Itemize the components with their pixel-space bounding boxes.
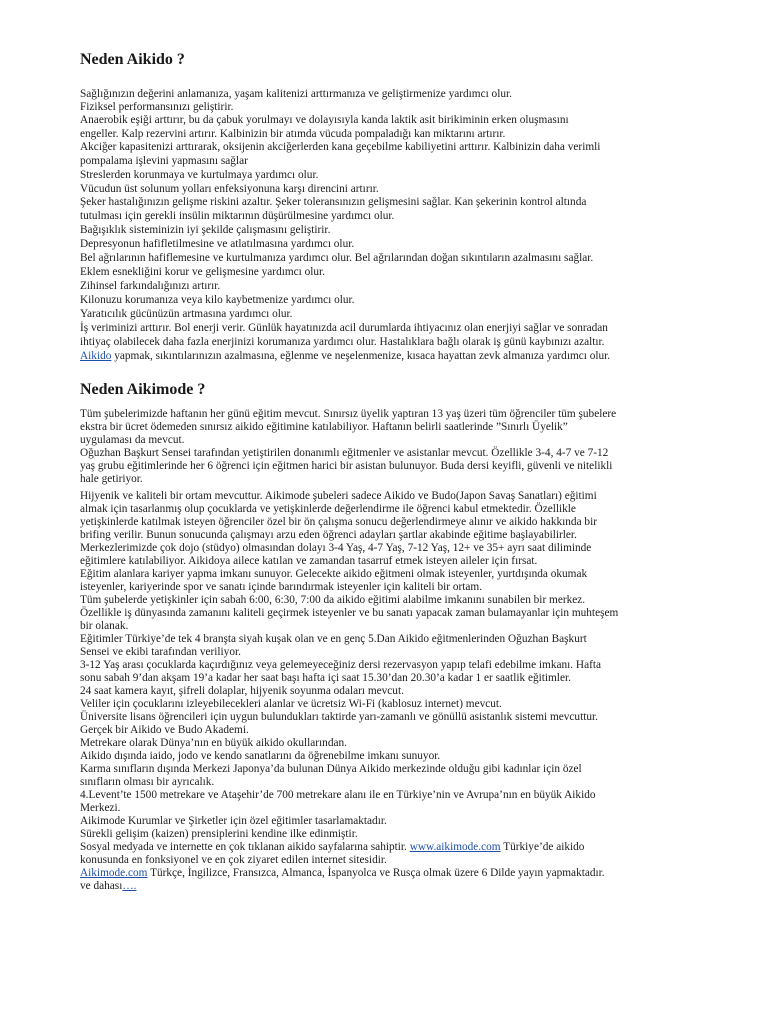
text-line: 24 saat kamera kayıt, şifreli dolaplar, hijyenik soyunma odaları mevcut. bbox=[80, 685, 404, 697]
text-span: yapmak, sıkıntılarınızın azalmasına, eğlenme ve neşelenmenize, kısaca hayattan zevk almanıza yardımcı olur. bbox=[111, 350, 611, 362]
text-line: yetişkinlerde katılmak isteyen öğrenciler özel bir ön çalışma sonucu değerlendirmeye alınır ve aikido hakkında bir bbox=[80, 516, 597, 528]
text-line: Depresyonun hafifletilmesine ve atlatılmasına yardımcı olur. bbox=[80, 238, 355, 250]
text-line: Akciğer kapasitenizi arttırarak, oksijenin akciğerlerden kana geçebilme kabiliyetini arttırır. Kalbinizin daha verimli bbox=[80, 141, 601, 153]
text-line: Metrekare olarak Dünya’nın en büyük aikido okullarından. bbox=[80, 737, 347, 749]
text-span: Türkiye’de aikido bbox=[500, 841, 585, 853]
text-line: Tüm şubelerde yetişkinler için sabah 6:00, 6:30, 7:00 da aikido eğitimi alabilme imkanını sunabilen bir merkez. bbox=[80, 594, 586, 606]
text-line: tutulması için gerekli insülin miktarının düşürülmesine yardımcı olur. bbox=[80, 210, 395, 222]
text-line: Bağışıklık sisteminizin iyi şekilde çalışmasını geliştirir. bbox=[80, 224, 331, 236]
text-line: Hijyenik ve kaliteli bir ortam mevcuttur. Aikimode şubeleri sadece Aikido ve Budo(Japon Savaş Sanatları) eğitimi bbox=[80, 490, 597, 502]
text-line: Aikido dışında iaido, jodo ve kendo sanatlarını da öğrenebilme imkanı sunuyor. bbox=[80, 750, 441, 762]
text-line: Anaerobik eşiği arttırır, bu da çabuk yorulmayı ve dolayısıyla kanda laktik asit birikiminin erken oluşmasını bbox=[80, 114, 569, 126]
text-span: Sosyal medyada ve internette en çok tıklanan aikido sayfalarına sahiptir. bbox=[80, 841, 410, 853]
text-line bbox=[80, 841, 584, 853]
text-line: ihtiyaç olabilecek daha fazla enerjinizi korumanıza yardımcı olur. Hastalıklara bağlı olarak iş günü kaybınızı azaltır. bbox=[80, 336, 605, 348]
text-line: Sürekli gelişim (kaizen) prensiplerini kendine ilke edinmiştir. bbox=[80, 828, 358, 840]
text-line: Vücudun üst solunum yolları enfeksiyonuna karşı direncini artırır. bbox=[80, 183, 379, 195]
text-line: Sensei ve ekibi tarafından veriliyor. bbox=[80, 646, 241, 658]
text-line: Özellikle iş dünyasında zamanını kaliteli geçirmek isteyenler ve bu sanatı yapacak zaman bulamayanlar için muhteşem bbox=[80, 607, 619, 619]
text-line: isteyenler, kariyerinde spor ve sanatı içinde barındırmak isteyenler için kaliteli bir ortam. bbox=[80, 581, 483, 593]
text-line: Streslerden korunmaya ve kurtulmaya yardımcı olur. bbox=[80, 169, 319, 181]
text-line: hale getiriyor. bbox=[80, 473, 143, 485]
aikido-link[interactable]: Aikido bbox=[80, 350, 112, 362]
text-line: Bel ağrılarının hafiflemesine ve kurtulmanıza yardımcı olur. Bel ağrılarından doğan sıkıntıların azalmasını sağlar. bbox=[80, 252, 594, 264]
text-line: Merkezi. bbox=[80, 802, 121, 814]
text-line: Gerçek bir Aikido ve Budo Akademi. bbox=[80, 724, 249, 736]
text-line bbox=[80, 867, 605, 879]
text-line: Tüm şubelerimizde haftanın her günü eğitim mevcut. Sınırsız üyelik yaptıran 13 yaş üzeri tüm öğrenciler tüm şubelere bbox=[80, 408, 617, 420]
text-span: ve dahası bbox=[80, 880, 123, 892]
text-line: Merkezlerimizde çok dojo (stüdyo) olmasından dolayı 3-4 Yaş, 4-7 Yaş, 7-12 Yaş, 12+ ve 35+ ayrı saat diliminde bbox=[80, 542, 592, 554]
text-line: Veliler için çocuklarını izleyebilecekleri alanlar ve ücretsiz Wi-Fi (kablosuz internet) mevcut. bbox=[80, 698, 502, 710]
text-line: konusunda en fonksiyonel ve en çok ziyaret edilen internet sitesidir. bbox=[80, 854, 387, 866]
text-line: Eklem esnekliğini korur ve gelişmesine yardımcı olur. bbox=[80, 266, 326, 278]
text-line: Aikimode Kurumlar ve Şirketler için özel eğitimler tasarlamaktadır. bbox=[80, 815, 387, 827]
text-line: Fiziksel performansınızı geliştirir. bbox=[80, 101, 234, 113]
text-line: Karma sınıfların dışında Merkezi Japonya’da bulunan Dünya Aikido merkezinde olduğu gibi kadınlar için özel bbox=[80, 763, 582, 775]
text-line: pompalama işlevini yapmasını sağlar bbox=[80, 155, 248, 167]
heading-neden-aikido: Neden Aikido ? bbox=[80, 51, 185, 68]
text-line: Oğuzhan Başkurt Sensei tarafından yetiştirilen donanımlı eğitmenler ve asistanlar mevcut. Özellikle 3-4, 4-7 ve 7-12 bbox=[80, 447, 609, 459]
text-line: 3-12 Yaş arası çocuklarda kaçırdığınız veya gelemeyeceğiniz dersi rezervasyon yapıp telafi edebilme imkanı. Hafta bbox=[80, 659, 602, 671]
text-line: engeller. Kalp rezervini artırır. Kalbinizin bir atımda vücuda pompaladığı kan miktarını artırır. bbox=[80, 128, 506, 140]
text-span: Türkçe, İngilizce, Fransızca, Almanca, İspanyolca ve Rusça olmak üzere 6 Dilde yayın yapmaktadır. bbox=[147, 867, 605, 879]
heading-neden-aikimode: Neden Aikimode ? bbox=[80, 381, 206, 398]
text-line: brifing verilir. Bunun sonucunda çalışmayı arzu eden öğrenci adayları şartlar akabinde eğitime başlayabilirler. bbox=[80, 529, 577, 541]
aikimode-com-link[interactable]: Aikimode.com bbox=[80, 867, 148, 879]
text-line: Eğitim alanlara kariyer yapma imkanı sunuyor. Gelecekte aikido eğitmeni olmak isteyenler, yurtdışında okumak bbox=[80, 568, 588, 580]
text-line: yaş grubu eğitimlerinde her 6 öğrenci için eğitmen harici bir asistan bulunuyor. Buda dersi keyifli, güvenli ve nitelikli bbox=[80, 460, 613, 472]
text-line: İş veriminizi arttırır. Bol enerji verir. Günlük hayatınızda acil durumlarda ihtiyacınız olan enerjiyi sağlar ve sonradan bbox=[80, 322, 608, 334]
text-line: 4.Levent’te 1500 metrekare ve Ataşehir’de 700 metrekare alanı ile en Türkiye’nin ve Avrupa’nın en büyük Aikido bbox=[80, 789, 596, 801]
text-line: Eğitimler Türkiye’de tek 4 branşta siyah kuşak olan ve en genç 5.Dan Aikido eğitmenlerinden Oğuzhan Başkurt bbox=[80, 633, 587, 645]
text-line: Kilonuzu korumanıza veya kilo kaybetmenize yardımcı olur. bbox=[80, 294, 355, 306]
text-line bbox=[80, 350, 610, 362]
more-link[interactable]: …. bbox=[122, 880, 137, 892]
text-line: Şeker hastalığınızın gelişme riskini azaltır. Şeker toleransınızın gelişmesini sağlar. Kan şekerinin kontrol altında bbox=[80, 196, 587, 208]
text-line: Yaratıcılık gücünüzün artmasına yardımcı olur. bbox=[80, 308, 293, 320]
text-line: Zihinsel farkındalığınızı artırır. bbox=[80, 280, 221, 292]
aikimode-url-link[interactable]: www.aikimode.com bbox=[409, 841, 501, 853]
text-line: almak için tasarlanmış olup çocuklarda ve yetişkinlerde değerlendirme ile öğrenci kabul etmektedir. Özellikle bbox=[80, 503, 576, 515]
text-line bbox=[80, 880, 136, 892]
text-line: eğitimlere katılabiliyor. Aikidoya ailece katılan ve zamandan tasarruf etmek isteyen aileler için fırsat. bbox=[80, 555, 538, 567]
text-line: sonu sabah 9’dan akşam 19’a kadar her saat başı hafta içi saat 15.30’dan 20.30’a kadar 1 er saatlik eğitimler. bbox=[80, 672, 571, 684]
text-line: sınıfların olması bir ayrıcalık. bbox=[80, 776, 215, 788]
text-line: Sağlığınızın değerini anlamanıza, yaşam kalitenizi arttırmanıza ve geliştirmenize yardımcı olur. bbox=[80, 88, 512, 100]
text-line: ekstra bir ücret ödemeden sınırsız aikido eğitimine katılabiliyor. Haftanın belirli saatlerinde ”Sınırlı Üyelik” bbox=[80, 421, 568, 433]
text-line: uygulaması da mevcut. bbox=[80, 434, 185, 446]
text-line: bir olanak. bbox=[80, 620, 129, 632]
text-line: Üniversite lisans öğrencileri için uygun bulundukları taktirde yarı-zamanlı ve gönüllü asistanlık sistemi mevcuttur. bbox=[80, 711, 598, 723]
